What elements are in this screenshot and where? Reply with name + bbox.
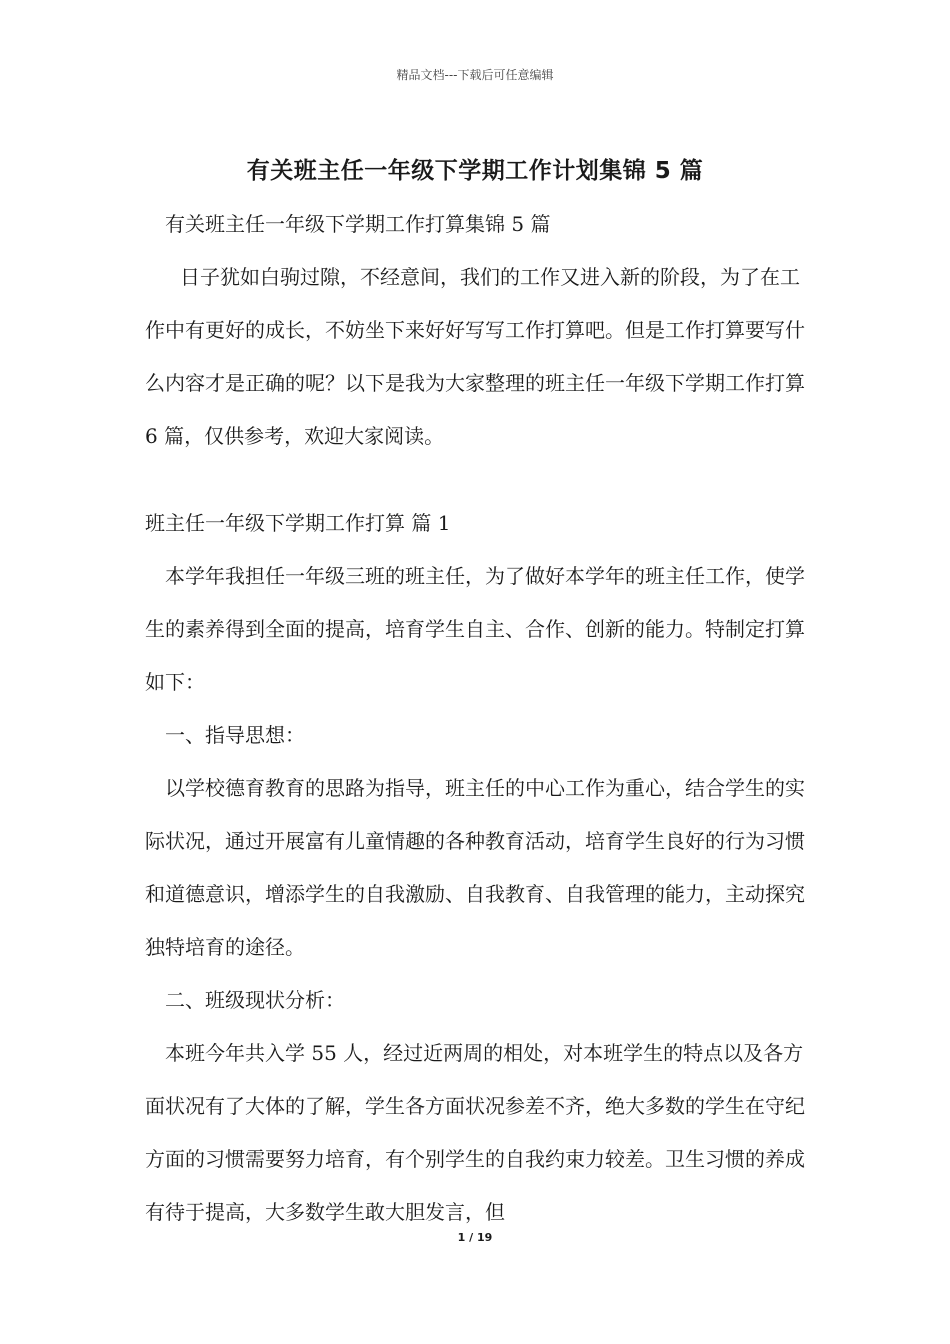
document-title: 有关班主任一年级下学期工作计划集锦 5 篇 [246,158,704,184]
header-note: 精品文档---下载后可任意编辑 [396,68,554,82]
subheading: 一、指导思想： [165,723,305,747]
body-text-main [145,497,813,1239]
paragraph: 本班今年共入学 55 人，经过近两周的相处，对本班学生的特点以及各方面状况有了大体的了解，学生各方面状况参差不齐，绝大多数的学生在守纪方面的习惯需要努力培育，有个别学生的自我约束力较差。卫生习惯的养成有待于提高，大多数学生敢大胆发言，但 [145,1041,805,1224]
intro-paragraph: 日子犹如白驹过隙，不经意间，我们的工作又进入新的阶段，为了在工作中有更好的成长，不妨坐下来好好写写工作打算吧。但是工作打算要写什么内容才是正确的呢？以下是我为大家整理的班主任一年级下学期工作打算 6 篇，仅供参考，欢迎大家阅读。 [145,265,805,448]
paragraph: 本学年我担任一年级三班的班主任，为了做好本学年的班主任工作，使学生的素养得到全面的提高，培育学生自主、合作、创新的能力。特制定打算如下： [145,564,805,694]
paragraph: 以学校德育教育的思路为指导，班主任的中心工作为重心，结合学生的实际状况，通过开展富有儿童情趣的各种教育活动，培育学生良好的行为习惯和道德意识，增添学生的自我激励、自我教育、自我管理的能力，主动探究独特培育的途径。 [145,776,805,959]
section-heading: 班主任一年级下学期工作打算 篇 1 [145,511,451,535]
page-number: 1 / 19 [457,1231,493,1244]
body-text-top [145,198,813,463]
subtitle-paragraph: 有关班主任一年级下学期工作打算集锦 5 篇 [165,212,551,236]
subheading: 二、班级现状分析： [165,988,345,1012]
